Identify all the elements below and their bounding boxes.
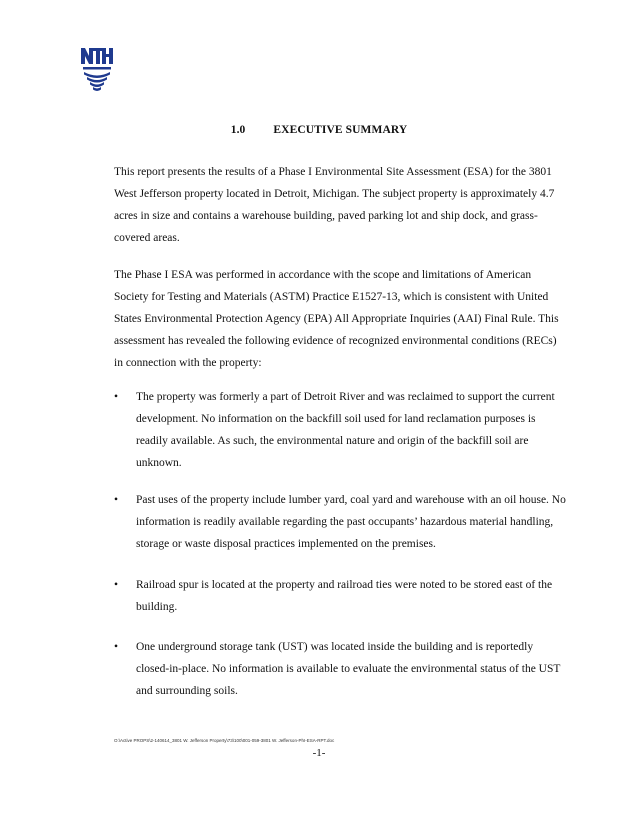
scope-paragraph: The Phase I ESA was performed in accordance with the scope and limitations of American Society for Testing and Materials (ASTM) Practice E1527-13, which is consistent with United States Environmental Protection Agency (EPA) All Appropriate Inquiries (AAI) Final Rule. This assessment has revealed the following evidence of recognized environmental conditions (RECs) in connection with the property: xyxy=(114,269,559,369)
section-title: EXECUTIVE SUMMARY xyxy=(273,124,408,136)
intro-paragraph: This report presents the results of a Phase I Environmental Site Assessment (ESA) for the 3801 West Jefferson property located in Detroit, Michigan. The subject property is approximately 4.7 acres in size and contains a warehouse building, paved parking lot and ship dock, and grass-covered areas. xyxy=(114,166,555,244)
bullet-text: The property was formerly a part of Detroit River and was reclaimed to support the current development. No information on the backfill soil used for land reclamation purposes is readily available. As such, the environmental nature and origin of the backfill soil are unknown. xyxy=(136,391,555,469)
bullet-text: One underground storage tank (UST) was located inside the building and is reportedly closed-in-place. No information is available to evaluate the environmental status of the UST and surrounding soils. xyxy=(136,641,561,697)
bullet-text: Railroad spur is located at the property and railroad ties were noted to be stored east of the building. xyxy=(136,579,553,613)
bullet-text: Past uses of the property include lumber yard, coal yard and warehouse with an oil house. No information is readily available regarding the past occupants’ hazardous material handling, storage or waste disposal practices implemented on the premises. xyxy=(136,494,566,550)
nth-logo-icon xyxy=(80,46,114,100)
section-number: 1.0 xyxy=(230,124,246,136)
bullet-icon: • xyxy=(114,641,119,653)
page-number: -1- xyxy=(312,747,326,759)
bullet-icon: • xyxy=(114,494,119,506)
section-heading xyxy=(0,124,638,136)
footer-file-path: O:\Active PROPS\2-140614_3801 W. Jefferson Property\73\100\001-059-3801 W. Jefferson-PhI-ESA-RPT.doc xyxy=(114,738,335,743)
bullet-icon: • xyxy=(114,579,119,591)
bullet-icon: • xyxy=(114,391,119,403)
